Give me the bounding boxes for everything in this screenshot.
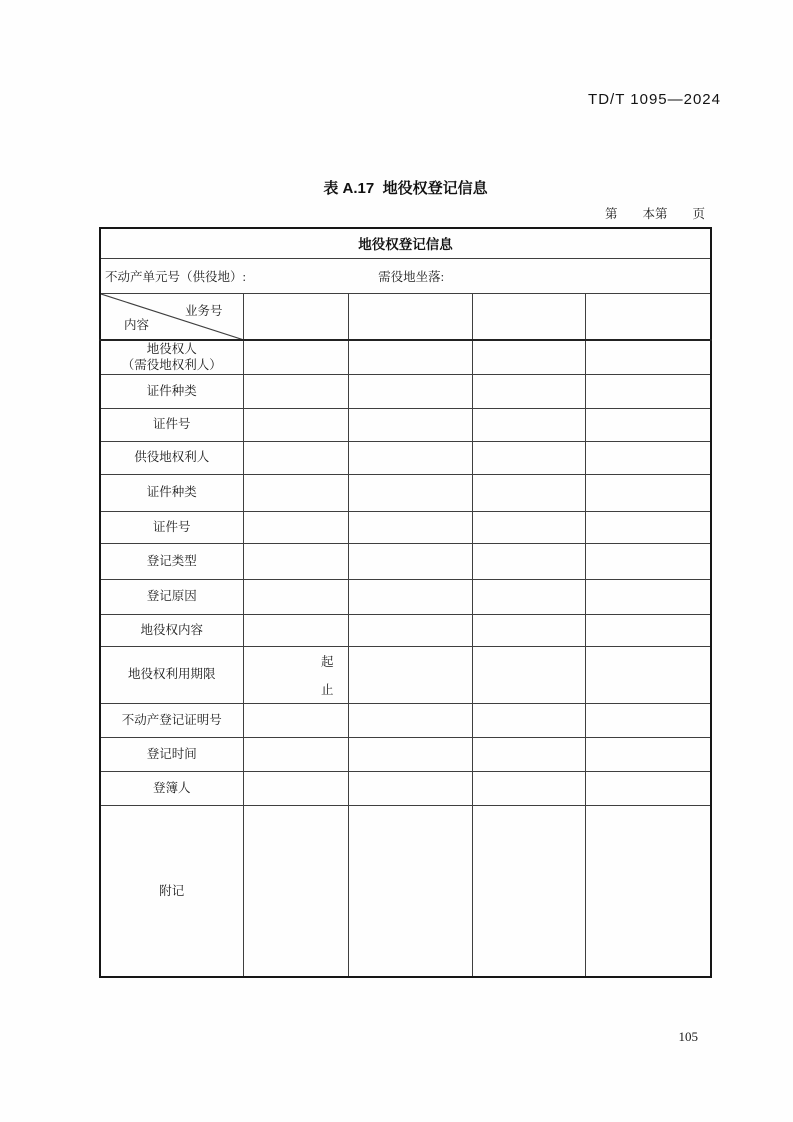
data-cell [243, 340, 348, 374]
row-label-id-number-2: 证件号 [100, 511, 243, 543]
table-caption: 表 A.17 地役权登记信息 [323, 180, 488, 197]
data-cell [472, 408, 585, 441]
data-cell [585, 374, 711, 408]
data-cell [243, 543, 348, 579]
data-cell [348, 771, 472, 805]
data-cell [472, 441, 585, 474]
data-cell [243, 737, 348, 771]
table-title: 地役权登记信息 [100, 228, 711, 258]
data-cell [472, 579, 585, 614]
data-cell [472, 805, 585, 977]
data-cell [585, 293, 711, 340]
term-cell [243, 646, 348, 703]
row-label-registrar: 登簿人 [100, 771, 243, 805]
data-cell [348, 543, 472, 579]
data-cell [585, 737, 711, 771]
row-label-id-number-1: 证件号 [100, 408, 243, 441]
row-label-registration-time: 登记时间 [100, 737, 243, 771]
data-cell [243, 511, 348, 543]
volume-page-line: 第 本第 页 [604, 207, 705, 221]
data-cell [585, 474, 711, 511]
row-label-registration-reason: 登记原因 [100, 579, 243, 614]
data-cell [243, 441, 348, 474]
data-cell [472, 293, 585, 340]
data-cell [585, 703, 711, 737]
data-cell [348, 511, 472, 543]
row-label-servient-holder: 供役地权利人 [100, 441, 243, 474]
data-cell [585, 543, 711, 579]
unit-location-row [100, 258, 711, 293]
data-cell [348, 441, 472, 474]
location-label: 需役地坐落: [378, 269, 445, 284]
data-cell [243, 474, 348, 511]
data-cell [348, 293, 472, 340]
row-label-remarks: 附记 [100, 805, 243, 977]
data-cell [243, 374, 348, 408]
data-cell [243, 293, 348, 340]
diagonal-header-cell [100, 293, 243, 340]
data-cell [585, 579, 711, 614]
content-label: 内容 [124, 318, 150, 332]
data-cell [243, 614, 348, 646]
data-cell [243, 805, 348, 977]
data-cell [243, 579, 348, 614]
data-cell [348, 474, 472, 511]
row-label-usage-term: 地役权利用期限 [100, 646, 243, 703]
term-box [244, 647, 348, 703]
row-label-easement-content: 地役权内容 [100, 614, 243, 646]
row-label-registration-type: 登记类型 [100, 543, 243, 579]
page-number: 105 [678, 1029, 698, 1044]
data-cell [472, 340, 585, 374]
data-cell [585, 614, 711, 646]
data-cell [472, 646, 585, 703]
term-end-label: 止 [320, 682, 334, 697]
data-cell [472, 511, 585, 543]
unit-number-label: 不动产单元号（供役地）: [105, 269, 246, 284]
data-cell [348, 408, 472, 441]
data-cell [243, 771, 348, 805]
data-cell [348, 340, 472, 374]
data-cell [585, 441, 711, 474]
row-label-id-type-2: 证件种类 [100, 474, 243, 511]
easement-registration-table [99, 227, 712, 978]
data-cell [585, 646, 711, 703]
data-cell [472, 374, 585, 408]
data-cell [348, 374, 472, 408]
data-cell [348, 703, 472, 737]
row-label-easement-holder [100, 340, 243, 374]
data-cell [472, 737, 585, 771]
business-number-label: 业务号 [184, 303, 223, 318]
data-cell [585, 340, 711, 374]
row-label-line1: 地役权人 [146, 342, 197, 356]
standard-code: TD/T 1095—2024 [588, 91, 721, 108]
data-cell [348, 614, 472, 646]
term-start-label: 起 [320, 654, 334, 669]
data-cell [472, 474, 585, 511]
row-label-certificate-number: 不动产登记证明号 [100, 703, 243, 737]
data-cell [585, 771, 711, 805]
data-cell [348, 805, 472, 977]
data-cell [243, 703, 348, 737]
data-cell [472, 614, 585, 646]
row-label-line2: （需役地权利人） [121, 358, 222, 373]
data-cell [585, 511, 711, 543]
data-cell [585, 408, 711, 441]
data-cell [348, 579, 472, 614]
data-cell [472, 771, 585, 805]
data-cell [472, 543, 585, 579]
data-cell [348, 646, 472, 703]
data-cell [472, 703, 585, 737]
data-cell [585, 805, 711, 977]
data-cell [348, 737, 472, 771]
row-label-id-type-1: 证件种类 [100, 374, 243, 408]
data-cell [243, 408, 348, 441]
